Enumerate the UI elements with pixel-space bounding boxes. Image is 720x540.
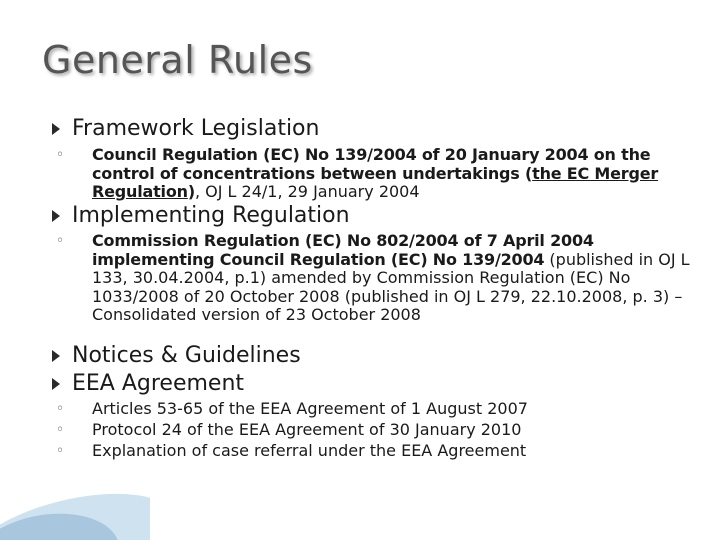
item-text-bold: Council Regulation (EC) No 139/2004 of 20 January 2004 on the control of concentrations between undertakings ( — [92, 145, 651, 183]
heading-eea-agreement — [52, 371, 244, 396]
item-text-normal: , OJ L 24/1, 29 January 2004 — [194, 182, 420, 201]
item-text — [92, 146, 692, 202]
item-text: Protocol 24 of the EEA Agreement of 30 January 2010 — [92, 420, 522, 439]
decorative-corner-wave — [0, 460, 150, 540]
item-text-bold-close: ) — [187, 182, 195, 201]
circle-bullet-icon: ◦ — [56, 422, 65, 438]
circle-bullet-icon: ◦ — [56, 401, 65, 417]
item-council-regulation — [56, 146, 696, 202]
heading-implementing-regulation — [52, 203, 350, 228]
triangle-bullet-icon — [52, 350, 60, 362]
heading-label: Framework Legislation — [72, 116, 320, 141]
heading-notices-guidelines — [52, 343, 301, 368]
item-text: Articles 53-65 of the EEA Agreement of 1 August 2007 — [92, 399, 528, 418]
heading-label: Notices & Guidelines — [72, 343, 301, 368]
merger-regulation-link: the EC Merger Regulation — [92, 163, 659, 201]
item-eea-protocol — [56, 421, 696, 441]
circle-bullet-icon: ◦ — [56, 233, 65, 249]
triangle-bullet-icon — [52, 123, 60, 135]
slide-title: General Rules — [42, 38, 313, 82]
circle-bullet-icon: ◦ — [56, 443, 65, 459]
triangle-bullet-icon — [52, 378, 60, 390]
heading-label: EEA Agreement — [72, 371, 245, 396]
circle-bullet-icon: ◦ — [56, 147, 65, 163]
item-eea-articles — [56, 400, 696, 420]
heading-label: Implementing Regulation — [72, 203, 350, 228]
item-text-normal: (published in OJ L 133, 30.04.2004, p.1) amended by Commission Regulation (EC) No 1033/2008 of 20 October 2008 (published in OJ L 279, 22.10.2008, p. 3) – Consolidated version of 23 October 2008 — [92, 249, 690, 324]
triangle-bullet-icon — [52, 210, 60, 222]
item-text-bold: Commission Regulation (EC) No 802/2004 of 7 April 2004 implementing Council Regulation (EC) No 139/2004 — [92, 231, 594, 269]
item-text — [92, 232, 692, 325]
item-eea-explanation — [56, 442, 696, 462]
item-commission-regulation — [56, 232, 696, 344]
heading-framework-legislation — [52, 116, 319, 141]
item-text: Explanation of case referral under the EEA Agreement — [92, 441, 527, 460]
